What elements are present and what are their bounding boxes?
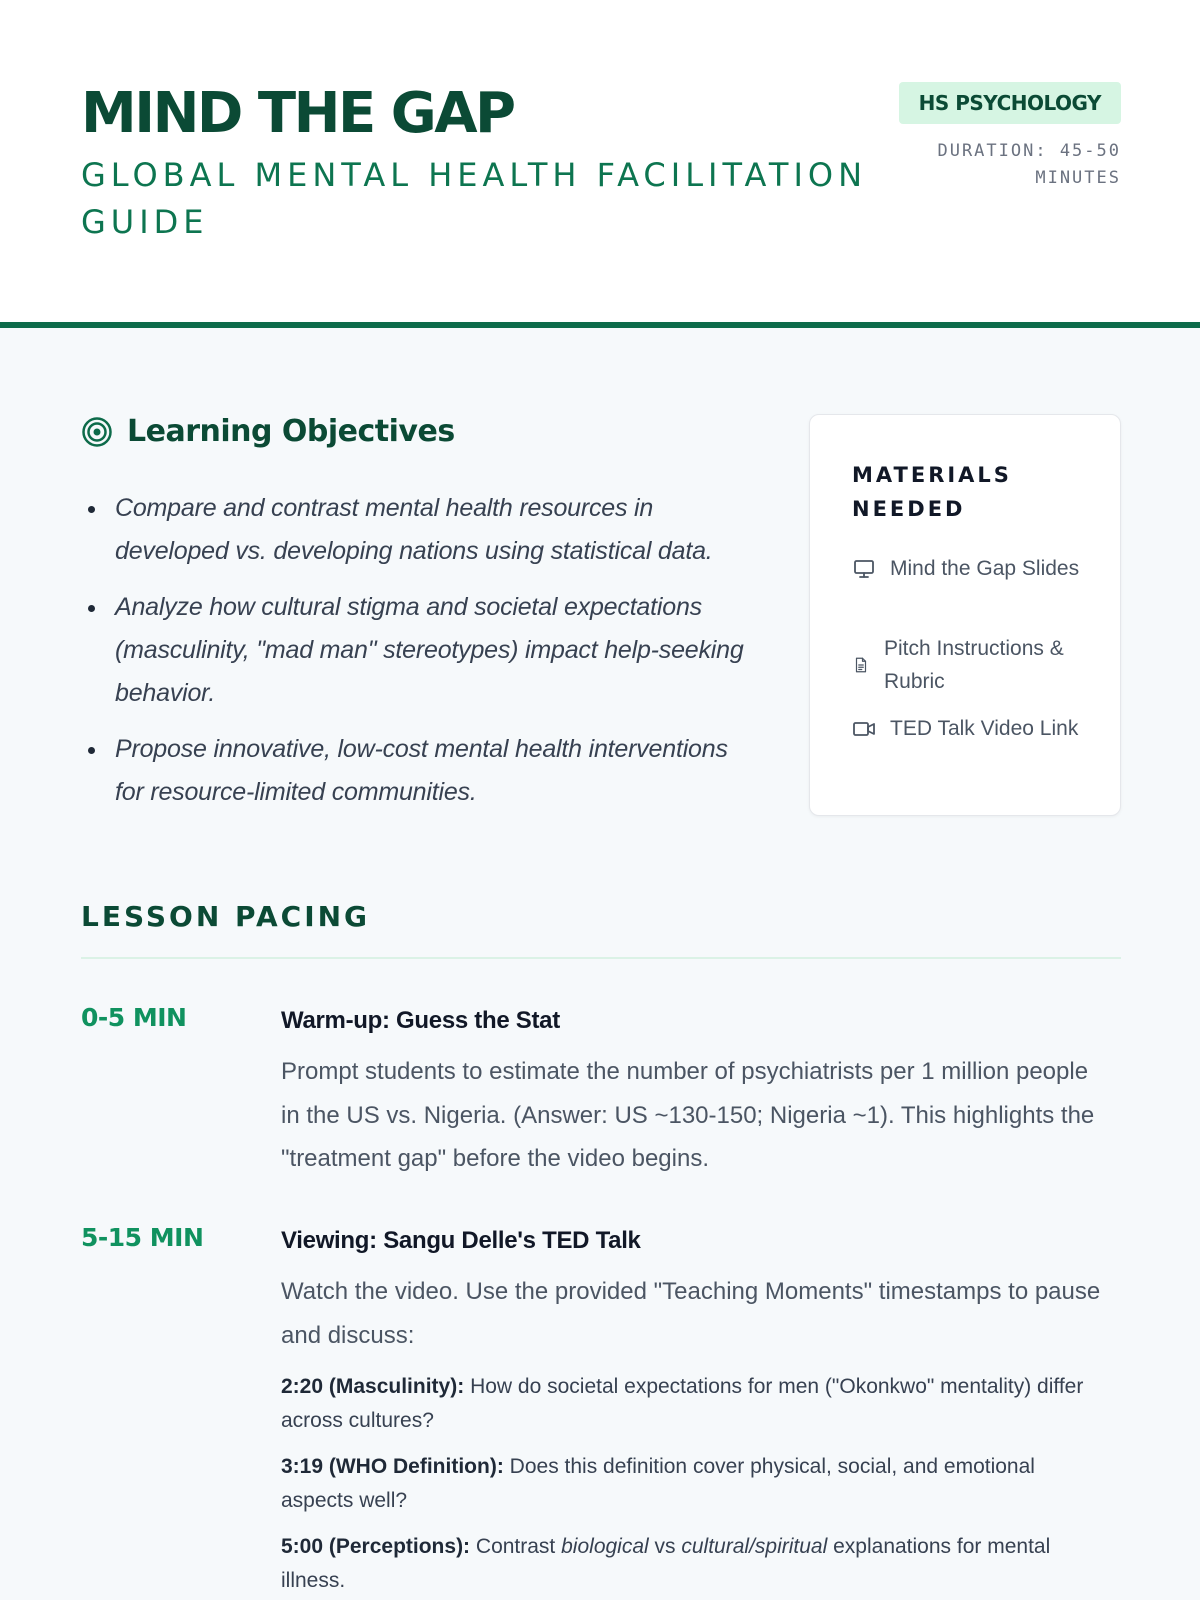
- step-time: 5-15 MIN: [81, 1223, 204, 1252]
- page-title: MIND THE GAP: [81, 81, 514, 146]
- objectives-list: [81, 487, 761, 827]
- material-label: Mind the Gap Slides: [890, 557, 1080, 580]
- moment-text: Contrast: [475, 1535, 556, 1558]
- material-slides[interactable]: [852, 552, 1102, 585]
- moment-label: 2:20 (Masculinity):: [281, 1375, 465, 1398]
- subject-badge: HS PSYCHOLOGY: [899, 82, 1121, 124]
- step-description: Watch the video. Use the provided "Teaching Moments" timestamps to pause and discuss:: [281, 1278, 1101, 1349]
- objective-item: Compare and contrast mental health resources in developed vs. developing nations using statistical data.: [81, 487, 761, 573]
- step-title: Warm-up: Guess the Stat: [281, 1007, 560, 1034]
- objective-item: Analyze how cultural stigma and societal expectations (masculinity, "mad man" stereotypes) impact help-seeking behavior.: [81, 586, 761, 715]
- step-time: 0-5 MIN: [81, 1003, 187, 1032]
- moment-text: Does this definition cover physical, social, and emotional aspects well?: [281, 1455, 1035, 1512]
- teaching-moment: [281, 1530, 1111, 1598]
- monitor-icon: [852, 557, 876, 581]
- material-label: TED Talk Video Link: [890, 717, 1079, 740]
- step-title: Viewing: Sangu Delle's TED Talk: [281, 1227, 641, 1254]
- moment-text: vs: [654, 1535, 676, 1558]
- target-icon: [81, 416, 113, 448]
- document-icon: [852, 655, 870, 675]
- teaching-moment: [281, 1450, 1111, 1518]
- teaching-moment: [281, 1370, 1111, 1438]
- material-rubric[interactable]: [852, 632, 1102, 698]
- video-icon: [852, 717, 876, 741]
- moment-text: How do societal expectations for men ("Okonkwo" mentality) differ across cultures?: [281, 1375, 1084, 1432]
- moment-label: 3:19 (WHO Definition):: [281, 1455, 504, 1478]
- objectives-title: Learning Objectives: [127, 414, 455, 449]
- objectives-heading: [81, 414, 455, 449]
- pacing-heading: LESSON PACING: [81, 900, 371, 933]
- moment-emphasis: biological: [561, 1535, 649, 1558]
- moment-emphasis: cultural/spiritual: [681, 1535, 828, 1558]
- materials-card: [809, 414, 1121, 816]
- moment-text: explanations for mental illness.: [281, 1535, 1051, 1592]
- page-header: [0, 0, 1200, 328]
- objective-item: Propose innovative, low-cost mental health interventions for resource-limited communities.: [81, 728, 761, 814]
- materials-heading: MATERIALS NEEDED: [852, 463, 1012, 521]
- material-label: Pitch Instructions & Rubric: [884, 637, 1064, 693]
- material-video[interactable]: [852, 712, 1102, 745]
- moment-label: 5:00 (Perceptions):: [281, 1535, 471, 1558]
- duration-label: DURATION: 45-50 MINUTES: [937, 141, 1121, 188]
- step-description: Prompt students to estimate the number of psychiatrists per 1 million people in the US vs. Nigeria. (Answer: US ~130-150; Nigeria ~1). This highlights the "treatment gap" before the video begins.: [281, 1058, 1095, 1172]
- pacing-divider: [81, 957, 1121, 959]
- page-subtitle: GLOBAL MENTAL HEALTH FACILITATION GUIDE: [81, 156, 868, 241]
